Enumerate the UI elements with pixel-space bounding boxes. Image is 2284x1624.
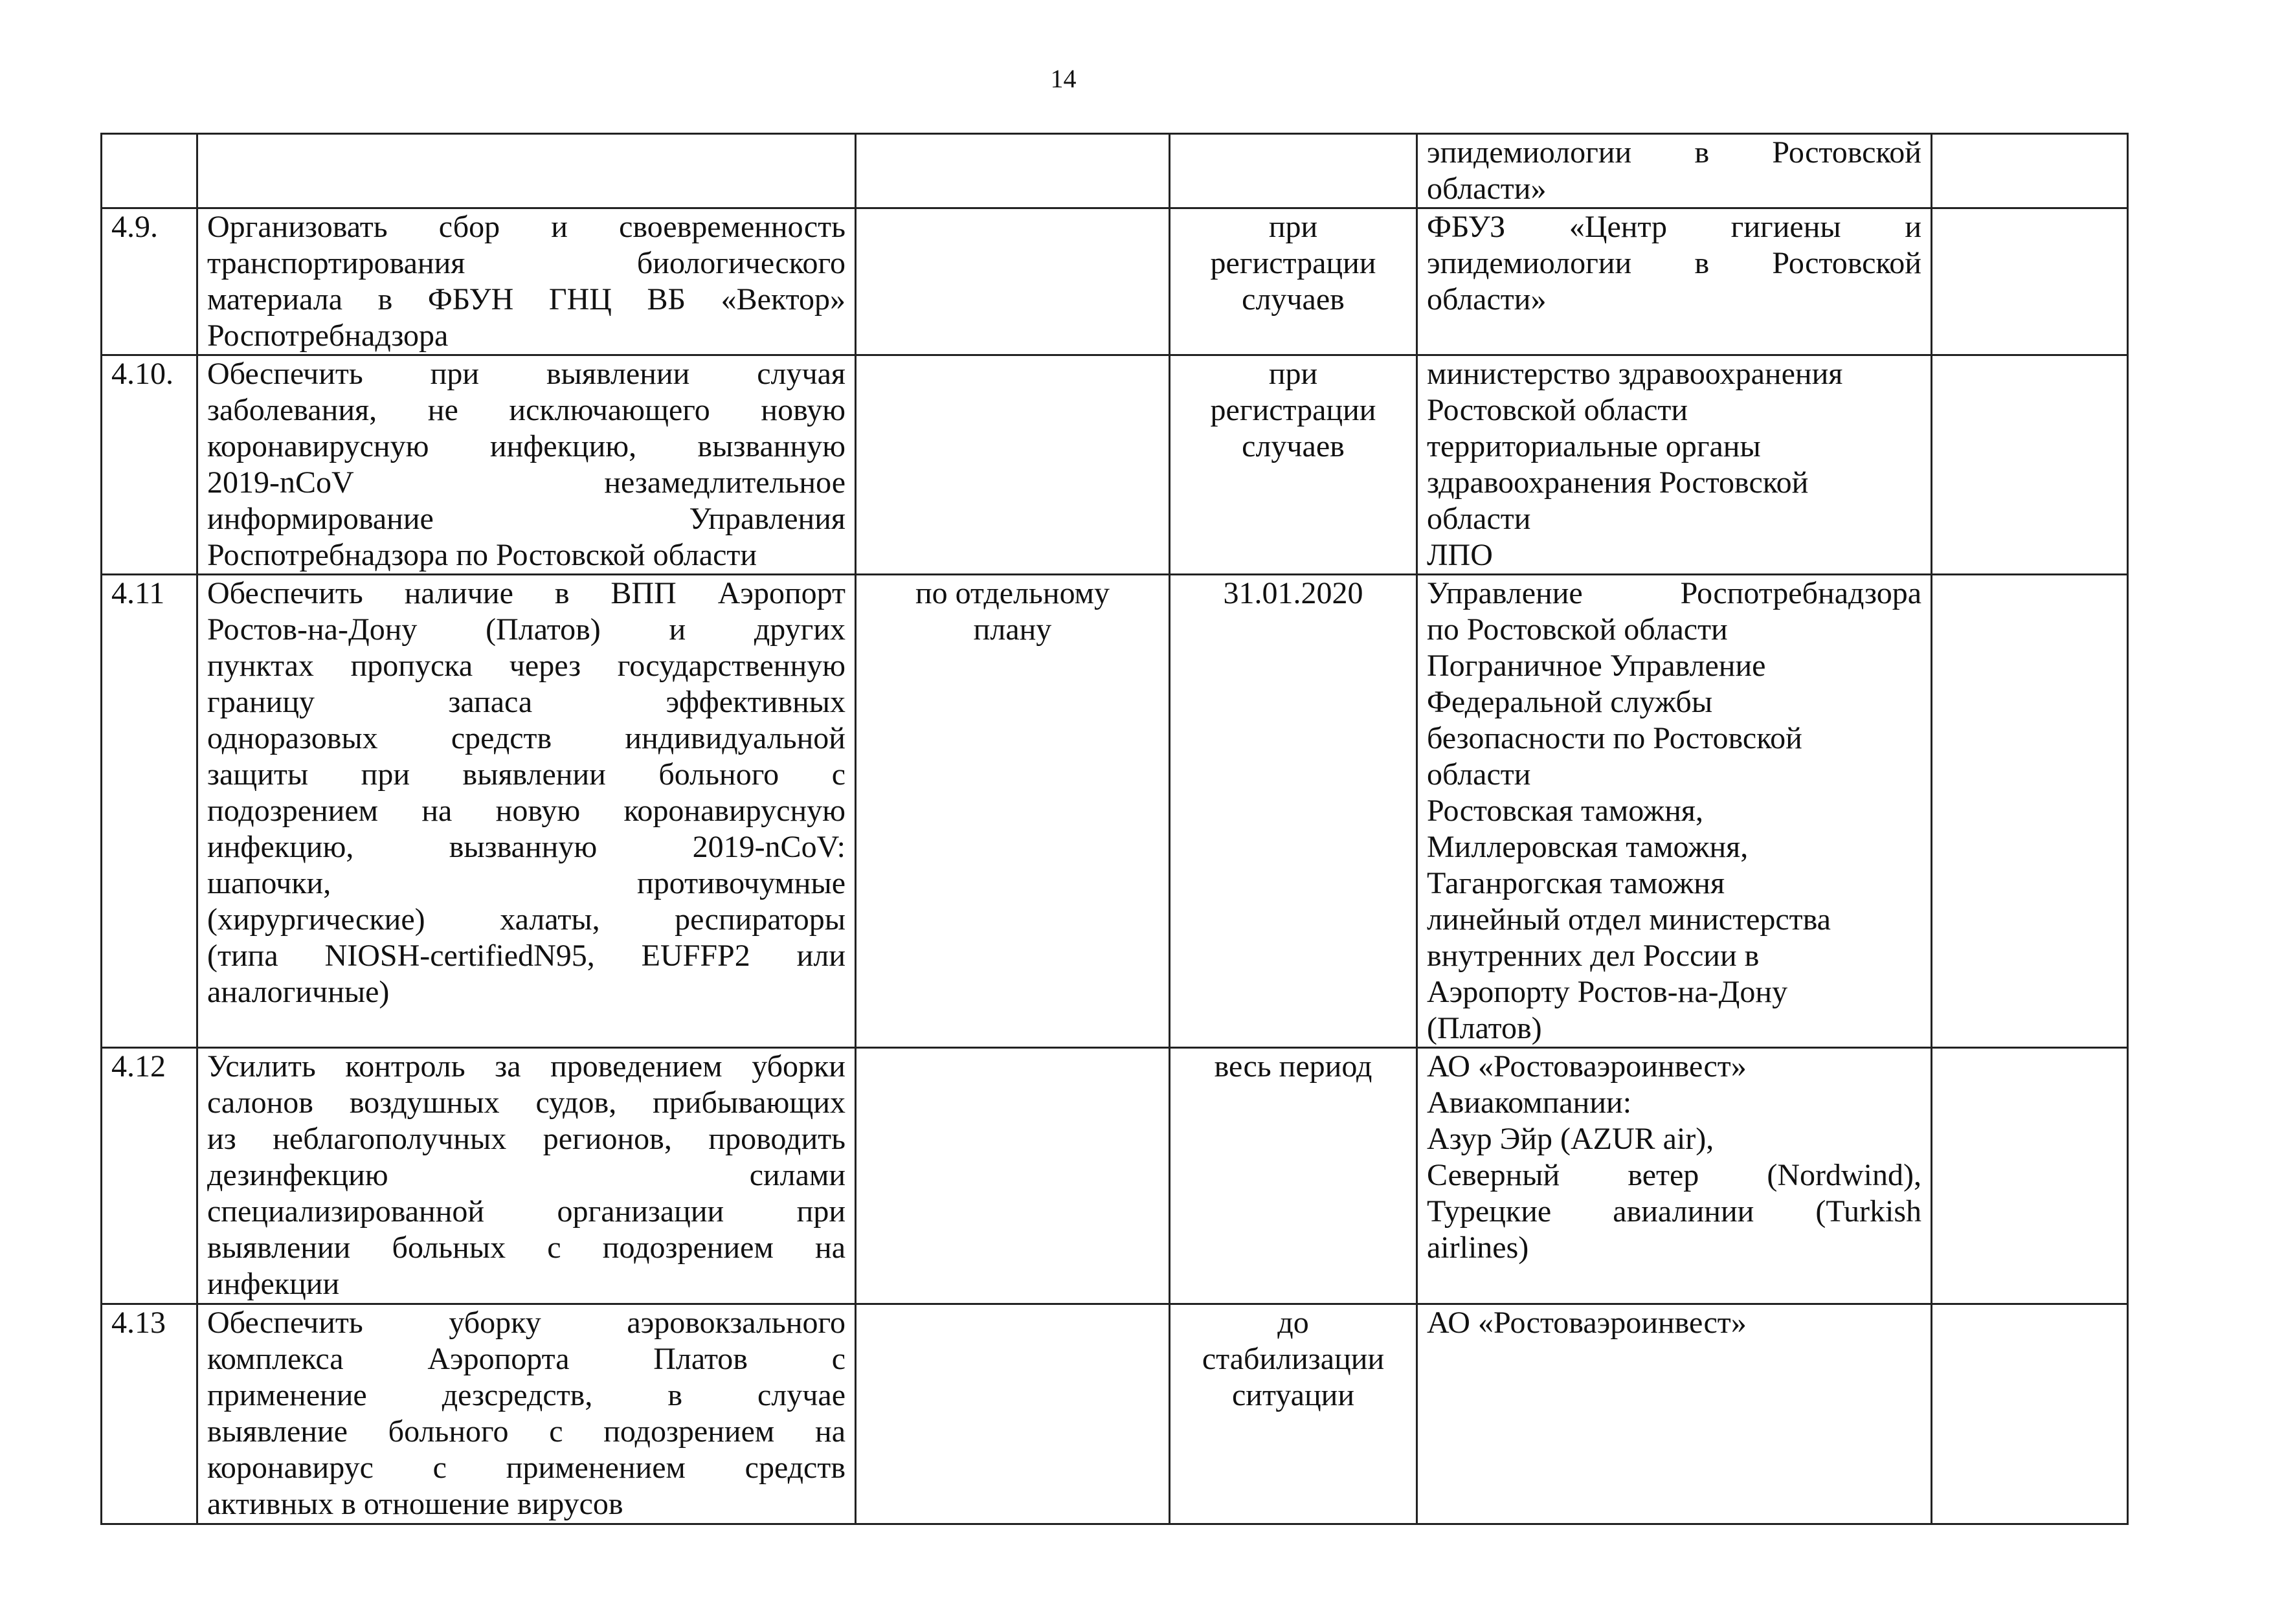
basis-cell: [856, 355, 1170, 575]
note-cell: [1932, 1048, 2128, 1304]
deadline-line: регистрации: [1210, 246, 1376, 280]
action-line: Ростов-на-Дону (Платов) и других: [207, 612, 845, 647]
action-line: инфекции: [207, 1267, 340, 1301]
deadline-cell: [1170, 1048, 1417, 1304]
responsible-line: АО «Ростоваэроинвест»: [1427, 1049, 1747, 1084]
action-line: материала в ФБУН ГНЦ ВБ «Вектор»: [207, 282, 845, 317]
responsible-line: Ростовской области: [1427, 393, 1688, 427]
responsible-line: Аэропорту Ростов-на-Дону: [1427, 975, 1788, 1009]
action-line: Усилить контроль за проведением уборки: [207, 1049, 845, 1084]
row-number: 4.12: [102, 1048, 197, 1304]
deadline-line: регистрации: [1210, 393, 1376, 427]
deadline-cell: [1170, 208, 1417, 355]
deadline-line: 31.01.2020: [1223, 576, 1363, 610]
responsible-line: Управление Роспотребнадзора: [1427, 576, 1921, 610]
responsible-cell: [1417, 1048, 1932, 1304]
row-number: 4.13: [102, 1304, 197, 1524]
action-line: транспортирования биологического: [207, 246, 845, 280]
table-row: [102, 1048, 2128, 1304]
deadline-line: случаев: [1242, 282, 1345, 317]
responsible-line: области: [1427, 502, 1531, 536]
action-line: информирование Управления: [207, 502, 845, 536]
responsible-line: Ростовская таможня,: [1427, 794, 1703, 828]
note-cell: [1932, 1304, 2128, 1524]
action-line: пунктах пропуска через государственную: [207, 649, 845, 683]
responsible-line: Таганрогская таможня: [1427, 866, 1725, 900]
responsible-line: внутренних дел России в: [1427, 939, 1760, 973]
table-row: [102, 355, 2128, 575]
action-line: одноразовых средств индивидуальной: [207, 721, 845, 755]
deadline-cell: [1170, 575, 1417, 1048]
action-line: шапочки, противочумные: [207, 866, 845, 900]
responsible-line: ЛПО: [1427, 538, 1493, 572]
action-line: границу запаса эффективных: [207, 685, 845, 719]
action-line: коронавирусную инфекцию, вызванную: [207, 429, 845, 463]
responsible-line: здравоохранения Ростовской: [1427, 465, 1809, 500]
responsible-line: эпидемиологии в Ростовской: [1427, 246, 1921, 280]
measures-table: [100, 133, 2129, 1525]
action-line: инфекцию, вызванную 2019-nCoV:: [207, 830, 845, 864]
responsible-line: (Платов): [1427, 1011, 1542, 1045]
note-cell: [1932, 355, 2128, 575]
note-cell: [1932, 208, 2128, 355]
table-row: [102, 1304, 2128, 1524]
action-line: защиты при выявлении больного с: [207, 757, 845, 792]
action-cell: [197, 355, 856, 575]
responsible-line: эпидемиологии в Ростовской: [1427, 135, 1921, 170]
responsible-line: территориальные органы: [1427, 429, 1761, 463]
basis-cell: [856, 208, 1170, 355]
action-line: активных в отношение вирусов: [207, 1487, 623, 1521]
responsible-cell: [1417, 575, 1932, 1048]
table-row: [102, 134, 2128, 208]
row-number: 4.11: [102, 575, 197, 1048]
responsible-line: Миллеровская таможня,: [1427, 830, 1749, 864]
responsible-cell: [1417, 134, 1932, 208]
basis-cell: [856, 134, 1170, 208]
row-number: 4.10.: [102, 355, 197, 575]
responsible-line: безопасности по Ростовской: [1427, 721, 1802, 755]
action-line: из неблагополучных регионов, проводить: [207, 1122, 845, 1156]
page-number: 14: [1050, 64, 1077, 93]
action-cell: [197, 1304, 856, 1524]
table-row: [102, 575, 2128, 1048]
action-line: аналогичные): [207, 975, 390, 1009]
note-cell: [1932, 575, 2128, 1048]
action-line: (типа NIOSH-certifiedN95, EUFFP2 или: [207, 939, 845, 973]
deadline-cell: [1170, 134, 1417, 208]
responsible-line: области»: [1427, 172, 1547, 206]
responsible-line: Пограничное Управление: [1427, 649, 1766, 683]
action-line: комплекса Аэропорта Платов с: [207, 1342, 845, 1376]
action-cell: [197, 1048, 856, 1304]
action-line: Обеспечить при выявлении случая: [207, 357, 845, 391]
action-cell: [197, 575, 856, 1048]
row-number: [102, 134, 197, 208]
action-line: коронавирус с применением средств: [207, 1451, 845, 1485]
responsible-line: Федеральной службы: [1427, 685, 1713, 719]
action-line: заболевания, не исключающего новую: [207, 393, 845, 427]
responsible-cell: [1417, 355, 1932, 575]
note-cell: [1932, 134, 2128, 208]
table-row: [102, 208, 2128, 355]
responsible-line: АО «Ростоваэроинвест»: [1427, 1306, 1747, 1340]
basis-line: плану: [973, 612, 1052, 647]
deadline-cell: [1170, 1304, 1417, 1524]
responsible-line: Турецкие авиалинии (Turkish: [1427, 1194, 1921, 1229]
basis-line: по отдельному: [915, 576, 1110, 610]
action-line: дезинфекцию силами: [207, 1158, 845, 1192]
responsible-line: Азур Эйр (AZUR air),: [1427, 1122, 1714, 1156]
basis-cell: [856, 1048, 1170, 1304]
action-line: Организовать сбор и своевременность: [207, 210, 845, 244]
responsible-line: по Ростовской области: [1427, 612, 1728, 647]
action-line: подозрением на новую коронавирусную: [207, 794, 845, 828]
responsible-line: Северный ветер (Nordwind),: [1427, 1158, 1921, 1192]
deadline-line: до: [1277, 1306, 1309, 1340]
responsible-cell: [1417, 208, 1932, 355]
action-line: 2019-nCoV незамедлительное: [207, 465, 845, 500]
action-line: (хирургические) халаты, респираторы: [207, 902, 845, 937]
action-cell: [197, 208, 856, 355]
deadline-line: ситуации: [1231, 1378, 1355, 1412]
responsible-line: области»: [1427, 282, 1547, 317]
responsible-line: области: [1427, 757, 1531, 792]
action-line: салонов воздушных судов, прибывающих: [207, 1085, 845, 1120]
deadline-cell: [1170, 355, 1417, 575]
action-line: выявление больного с подозрением на: [207, 1414, 845, 1449]
deadline-line: весь период: [1214, 1049, 1372, 1084]
action-cell: [197, 134, 856, 208]
deadline-line: стабилизации: [1202, 1342, 1385, 1376]
deadline-line: случаев: [1242, 429, 1345, 463]
action-line: выявлении больных с подозрением на: [207, 1230, 845, 1265]
responsible-line: министерство здравоохранения: [1427, 357, 1843, 391]
action-line: применение дезсредств, в случае: [207, 1378, 845, 1412]
action-line: Роспотребнадзора по Ростовской области: [207, 538, 757, 572]
basis-cell: [856, 1304, 1170, 1524]
action-line: специализированной организации при: [207, 1194, 845, 1229]
action-line: Обеспечить уборку аэровокзального: [207, 1306, 845, 1340]
deadline-line: при: [1268, 210, 1318, 244]
row-number: 4.9.: [102, 208, 197, 355]
basis-cell: [856, 575, 1170, 1048]
responsible-line: Авиакомпании:: [1427, 1085, 1632, 1120]
responsible-line: airlines): [1427, 1230, 1529, 1265]
responsible-cell: [1417, 1304, 1932, 1524]
action-line: Роспотребнадзора: [207, 318, 449, 353]
responsible-line: ФБУЗ «Центр гигиены и: [1427, 210, 1921, 244]
action-line: Обеспечить наличие в ВПП Аэропорт: [207, 576, 845, 610]
responsible-line: линейный отдел министерства: [1427, 902, 1831, 937]
deadline-line: при: [1268, 357, 1318, 391]
